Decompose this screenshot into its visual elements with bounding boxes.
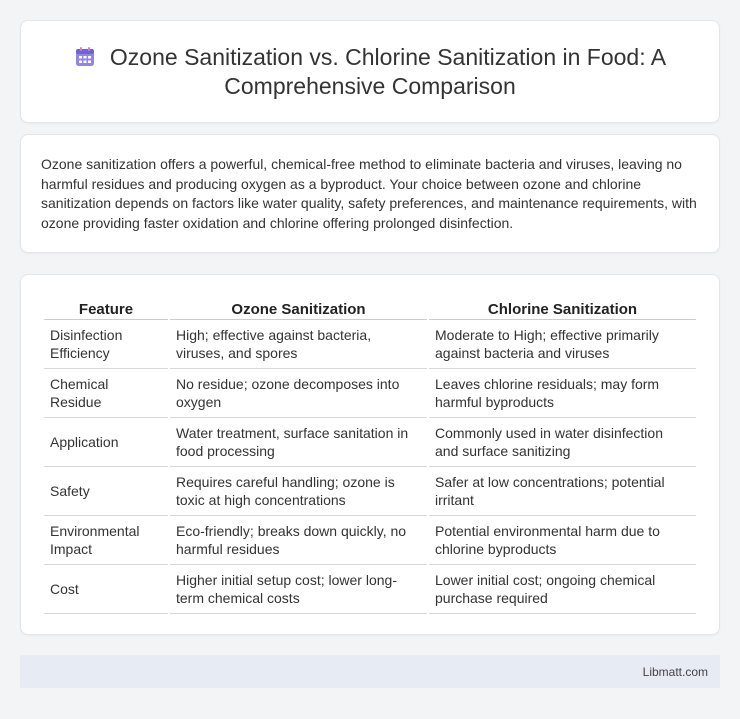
comparison-table xyxy=(42,296,698,614)
table-row xyxy=(44,516,696,565)
table-row xyxy=(44,565,696,614)
cell-chlorine: Safer at low concentrations; potential irritant xyxy=(429,467,696,516)
cell-chlorine: Leaves chlorine residuals; may form harmful byproducts xyxy=(429,369,696,418)
header-feature: Feature xyxy=(44,296,168,320)
cell-ozone: Higher initial setup cost; lower long-term chemical costs xyxy=(170,565,427,614)
cell-chlorine: Moderate to High; effective primarily against bacteria and viruses xyxy=(429,320,696,369)
title-card xyxy=(20,20,720,123)
cell-feature: Safety xyxy=(44,467,168,516)
footer-brand-link[interactable]: Libmatt.com xyxy=(642,665,708,679)
intro-card xyxy=(20,134,720,253)
header-ozone: Ozone Sanitization xyxy=(170,296,427,320)
header-chlorine: Chlorine Sanitization xyxy=(429,296,696,320)
table-row xyxy=(44,467,696,516)
cell-feature: Application xyxy=(44,418,168,467)
calendar-icon xyxy=(74,46,96,68)
comparison-table-card xyxy=(20,274,720,635)
cell-feature: Environmental Impact xyxy=(44,516,168,565)
cell-feature: Cost xyxy=(44,565,168,614)
cell-ozone: Water treatment, surface sanitation in food processing xyxy=(170,418,427,467)
footer xyxy=(20,655,720,688)
cell-chlorine: Lower initial cost; ongoing chemical purchase required xyxy=(429,565,696,614)
table-header-row xyxy=(44,296,696,320)
cell-ozone: No residue; ozone decomposes into oxygen xyxy=(170,369,427,418)
cell-feature: Chemical Residue xyxy=(44,369,168,418)
table-row xyxy=(44,320,696,369)
table-row xyxy=(44,418,696,467)
cell-chlorine: Commonly used in water disinfection and surface sanitizing xyxy=(429,418,696,467)
cell-ozone: Requires careful handling; ozone is toxic at high concentrations xyxy=(170,467,427,516)
table-row xyxy=(44,369,696,418)
cell-ozone: Eco-friendly; breaks down quickly, no harmful residues xyxy=(170,516,427,565)
cell-feature: Disinfection Efficiency xyxy=(44,320,168,369)
intro-paragraph: Ozone sanitization offers a powerful, chemical-free method to eliminate bacteria and viruses, leaving no harmful residues and producing oxygen as a byproduct. Your choice between ozone and chlorine sanitization depends on factors like water quality, safety preferences, and maintenance requirements, with ozone providing faster oxidation and chlorine offering prolonged disinfection. xyxy=(41,156,697,231)
page-title xyxy=(50,43,690,101)
page-title-text: Ozone Sanitization vs. Chlorine Sanitization in Food: A Comprehensive Comparison xyxy=(109,43,667,99)
cell-ozone: High; effective against bacteria, viruses, and spores xyxy=(170,320,427,369)
cell-chlorine: Potential environmental harm due to chlorine byproducts xyxy=(429,516,696,565)
